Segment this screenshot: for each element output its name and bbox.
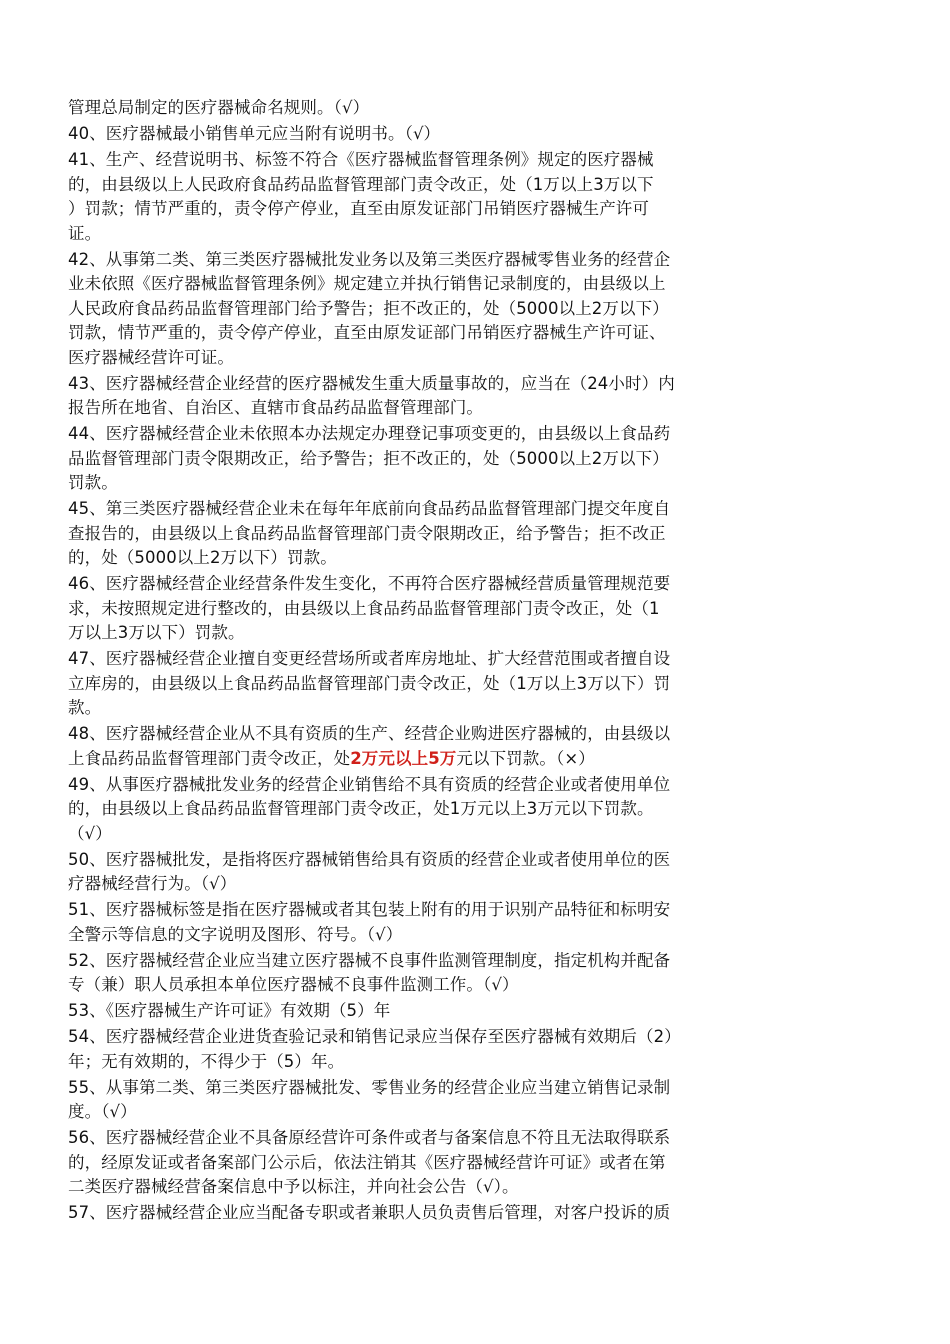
item-55 bbox=[68, 1076, 768, 1125]
text-line-highlighted bbox=[68, 747, 768, 772]
item-53 bbox=[68, 999, 768, 1024]
text-line: 52、医疗器械经营企业应当建立医疗器械不良事件监测管理制度，指定机构并配备 bbox=[68, 950, 671, 970]
text-line: 度。（√） bbox=[68, 1102, 137, 1121]
text-line: 41、生产、经营说明书、标签不符合《医疗器械监督管理条例》规定的医疗器械 bbox=[68, 150, 654, 169]
text-line: 疗器械经营行为。（√） bbox=[68, 874, 237, 893]
text-line: 47、医疗器械经营企业擅自变更经营场所或者库房地址、扩大经营范围或者擅自设 bbox=[68, 649, 671, 668]
text-line: 报告所在地省、自治区、直辖市食品药品监督管理部门。 bbox=[68, 398, 483, 417]
item-42 bbox=[68, 248, 768, 371]
text-line: 证。 bbox=[68, 223, 102, 243]
text-line: 年；无有效期的，不得少于（5）年。 bbox=[68, 1051, 345, 1071]
text-line: 业未依照《医疗器械监督管理条例》规定建立并执行销售记录制度的，由县级以上 bbox=[68, 274, 666, 293]
text-line: 的，处（5000以上2万以下）罚款。 bbox=[68, 548, 337, 567]
text-line: 57、医疗器械经营企业应当配备专职或者兼职人员负责售后管理，对客户投诉的质 bbox=[68, 1203, 671, 1222]
text-line: 46、医疗器械经营企业经营条件发生变化，不再符合医疗器械经营质量管理规范要 bbox=[68, 574, 671, 593]
item-49 bbox=[68, 773, 768, 847]
text-line: 人民政府食品药品监督管理部门给予警告；拒不改正的，处（5000以上2万以下） bbox=[68, 298, 669, 318]
text-segment: 元以下罚款。（×） bbox=[456, 748, 595, 768]
item-52 bbox=[68, 949, 768, 998]
document-page bbox=[68, 96, 768, 1227]
text-line: 万以上3万以下）罚款。 bbox=[68, 623, 245, 642]
item-56 bbox=[68, 1126, 768, 1200]
text-line: 50、医疗器械批发，是指将医疗器械销售给具有资质的经营企业或者使用单位的医 bbox=[68, 849, 671, 869]
text-line: 求，未按照规定进行整改的，由县级以上食品药品监督管理部门责令改正，处（1 bbox=[68, 598, 660, 618]
item-39-tail bbox=[68, 96, 768, 121]
text-line: 49、从事医疗器械批发业务的经营企业销售给不具有资质的经营企业或者使用单位 bbox=[68, 774, 671, 794]
item-41 bbox=[68, 148, 768, 246]
item-45 bbox=[68, 497, 768, 571]
text-line: 医疗器械经营许可证。 bbox=[68, 347, 234, 367]
text-line: 56、医疗器械经营企业不具备原经营许可条件或者与备案信息不符且无法取得联系 bbox=[68, 1128, 671, 1147]
text-line: 53、《医疗器械生产许可证》有效期（5）年 bbox=[68, 1001, 391, 1020]
text-line: 管理总局制定的医疗器械命名规则。（√） bbox=[68, 98, 370, 117]
text-line: 42、从事第二类、第三类医疗器械批发业务以及第三类医疗器械零售业务的经营企 bbox=[68, 249, 671, 269]
text-line: 51、医疗器械标签是指在医疗器械或者其包装上附有的用于识别产品特征和标明安 bbox=[68, 900, 671, 919]
text-line: 品监督管理部门责令限期改正，给予警告；拒不改正的，处（5000以上2万以下） bbox=[68, 448, 669, 468]
text-line: 54、医疗器械经营企业进货查验记录和销售记录应当保存至医疗器械有效期后（2） bbox=[68, 1027, 681, 1046]
text-line: 48、医疗器械经营企业从不具有资质的生产、经营企业购进医疗器械的，由县级以 bbox=[68, 724, 671, 743]
text-line: （√） bbox=[68, 823, 112, 843]
item-44 bbox=[68, 422, 768, 496]
text-line: 立库房的，由县级以上食品药品监督管理部门责令改正，处（1万以上3万以下）罚 bbox=[68, 673, 671, 693]
item-47 bbox=[68, 647, 768, 721]
item-50 bbox=[68, 848, 768, 897]
text-line: 查报告的，由县级以上食品药品监督管理部门责令限期改正，给予警告；拒不改正 bbox=[68, 523, 666, 543]
text-line: 二类医疗器械经营备案信息中予以标注，并向社会公告（√）。 bbox=[68, 1177, 519, 1196]
text-line: 的，由县级以上人民政府食品药品监督管理部门责令改正，处（1万以上3万以下 bbox=[68, 174, 654, 194]
item-54 bbox=[68, 1025, 768, 1074]
item-57 bbox=[68, 1201, 768, 1226]
text-line: ）罚款；情节严重的，责令停产停业，直至由原发证部门吊销医疗器械生产许可 bbox=[68, 199, 649, 218]
text-line: 的，由县级以上食品药品监督管理部门责令改正，处1万元以上3万元以下罚款。 bbox=[68, 799, 654, 818]
text-line: 的，经原发证或者备案部门公示后，依法注销其《医疗器械经营许可证》或者在第 bbox=[68, 1152, 666, 1172]
text-line: 43、医疗器械经营企业经营的医疗器械发生重大质量事故的，应当在（24小时）内 bbox=[68, 373, 675, 393]
item-48 bbox=[68, 722, 768, 771]
text-segment: 上食品药品监督管理部门责令改正，处 bbox=[68, 748, 351, 768]
text-line: 罚款，情节严重的，责令停产停业，直至由原发证部门吊销医疗器械生产许可证、 bbox=[68, 323, 666, 342]
text-line: 40、医疗器械最小销售单元应当附有说明书。（√） bbox=[68, 124, 441, 143]
text-line: 罚款。 bbox=[68, 473, 118, 492]
item-46 bbox=[68, 572, 768, 646]
item-43 bbox=[68, 372, 768, 421]
text-line: 55、从事第二类、第三类医疗器械批发、零售业务的经营企业应当建立销售记录制 bbox=[68, 1077, 671, 1097]
text-line: 款。 bbox=[68, 698, 102, 717]
text-line: 44、医疗器械经营企业未依照本办法规定办理登记事项变更的，由县级以上食品药 bbox=[68, 424, 671, 443]
text-line: 45、第三类医疗器械经营企业未在每年年底前向食品药品监督管理部门提交年度自 bbox=[68, 499, 671, 518]
text-line: 专（兼）职人员承担本单位医疗器械不良事件监测工作。（√） bbox=[68, 975, 519, 994]
item-40 bbox=[68, 122, 768, 147]
highlight-amount-max: 5万 bbox=[428, 748, 457, 768]
item-51 bbox=[68, 898, 768, 947]
highlight-amount-min: 2万元以上 bbox=[350, 748, 429, 768]
text-line: 全警示等信息的文字说明及图形、符号。（√） bbox=[68, 924, 403, 944]
